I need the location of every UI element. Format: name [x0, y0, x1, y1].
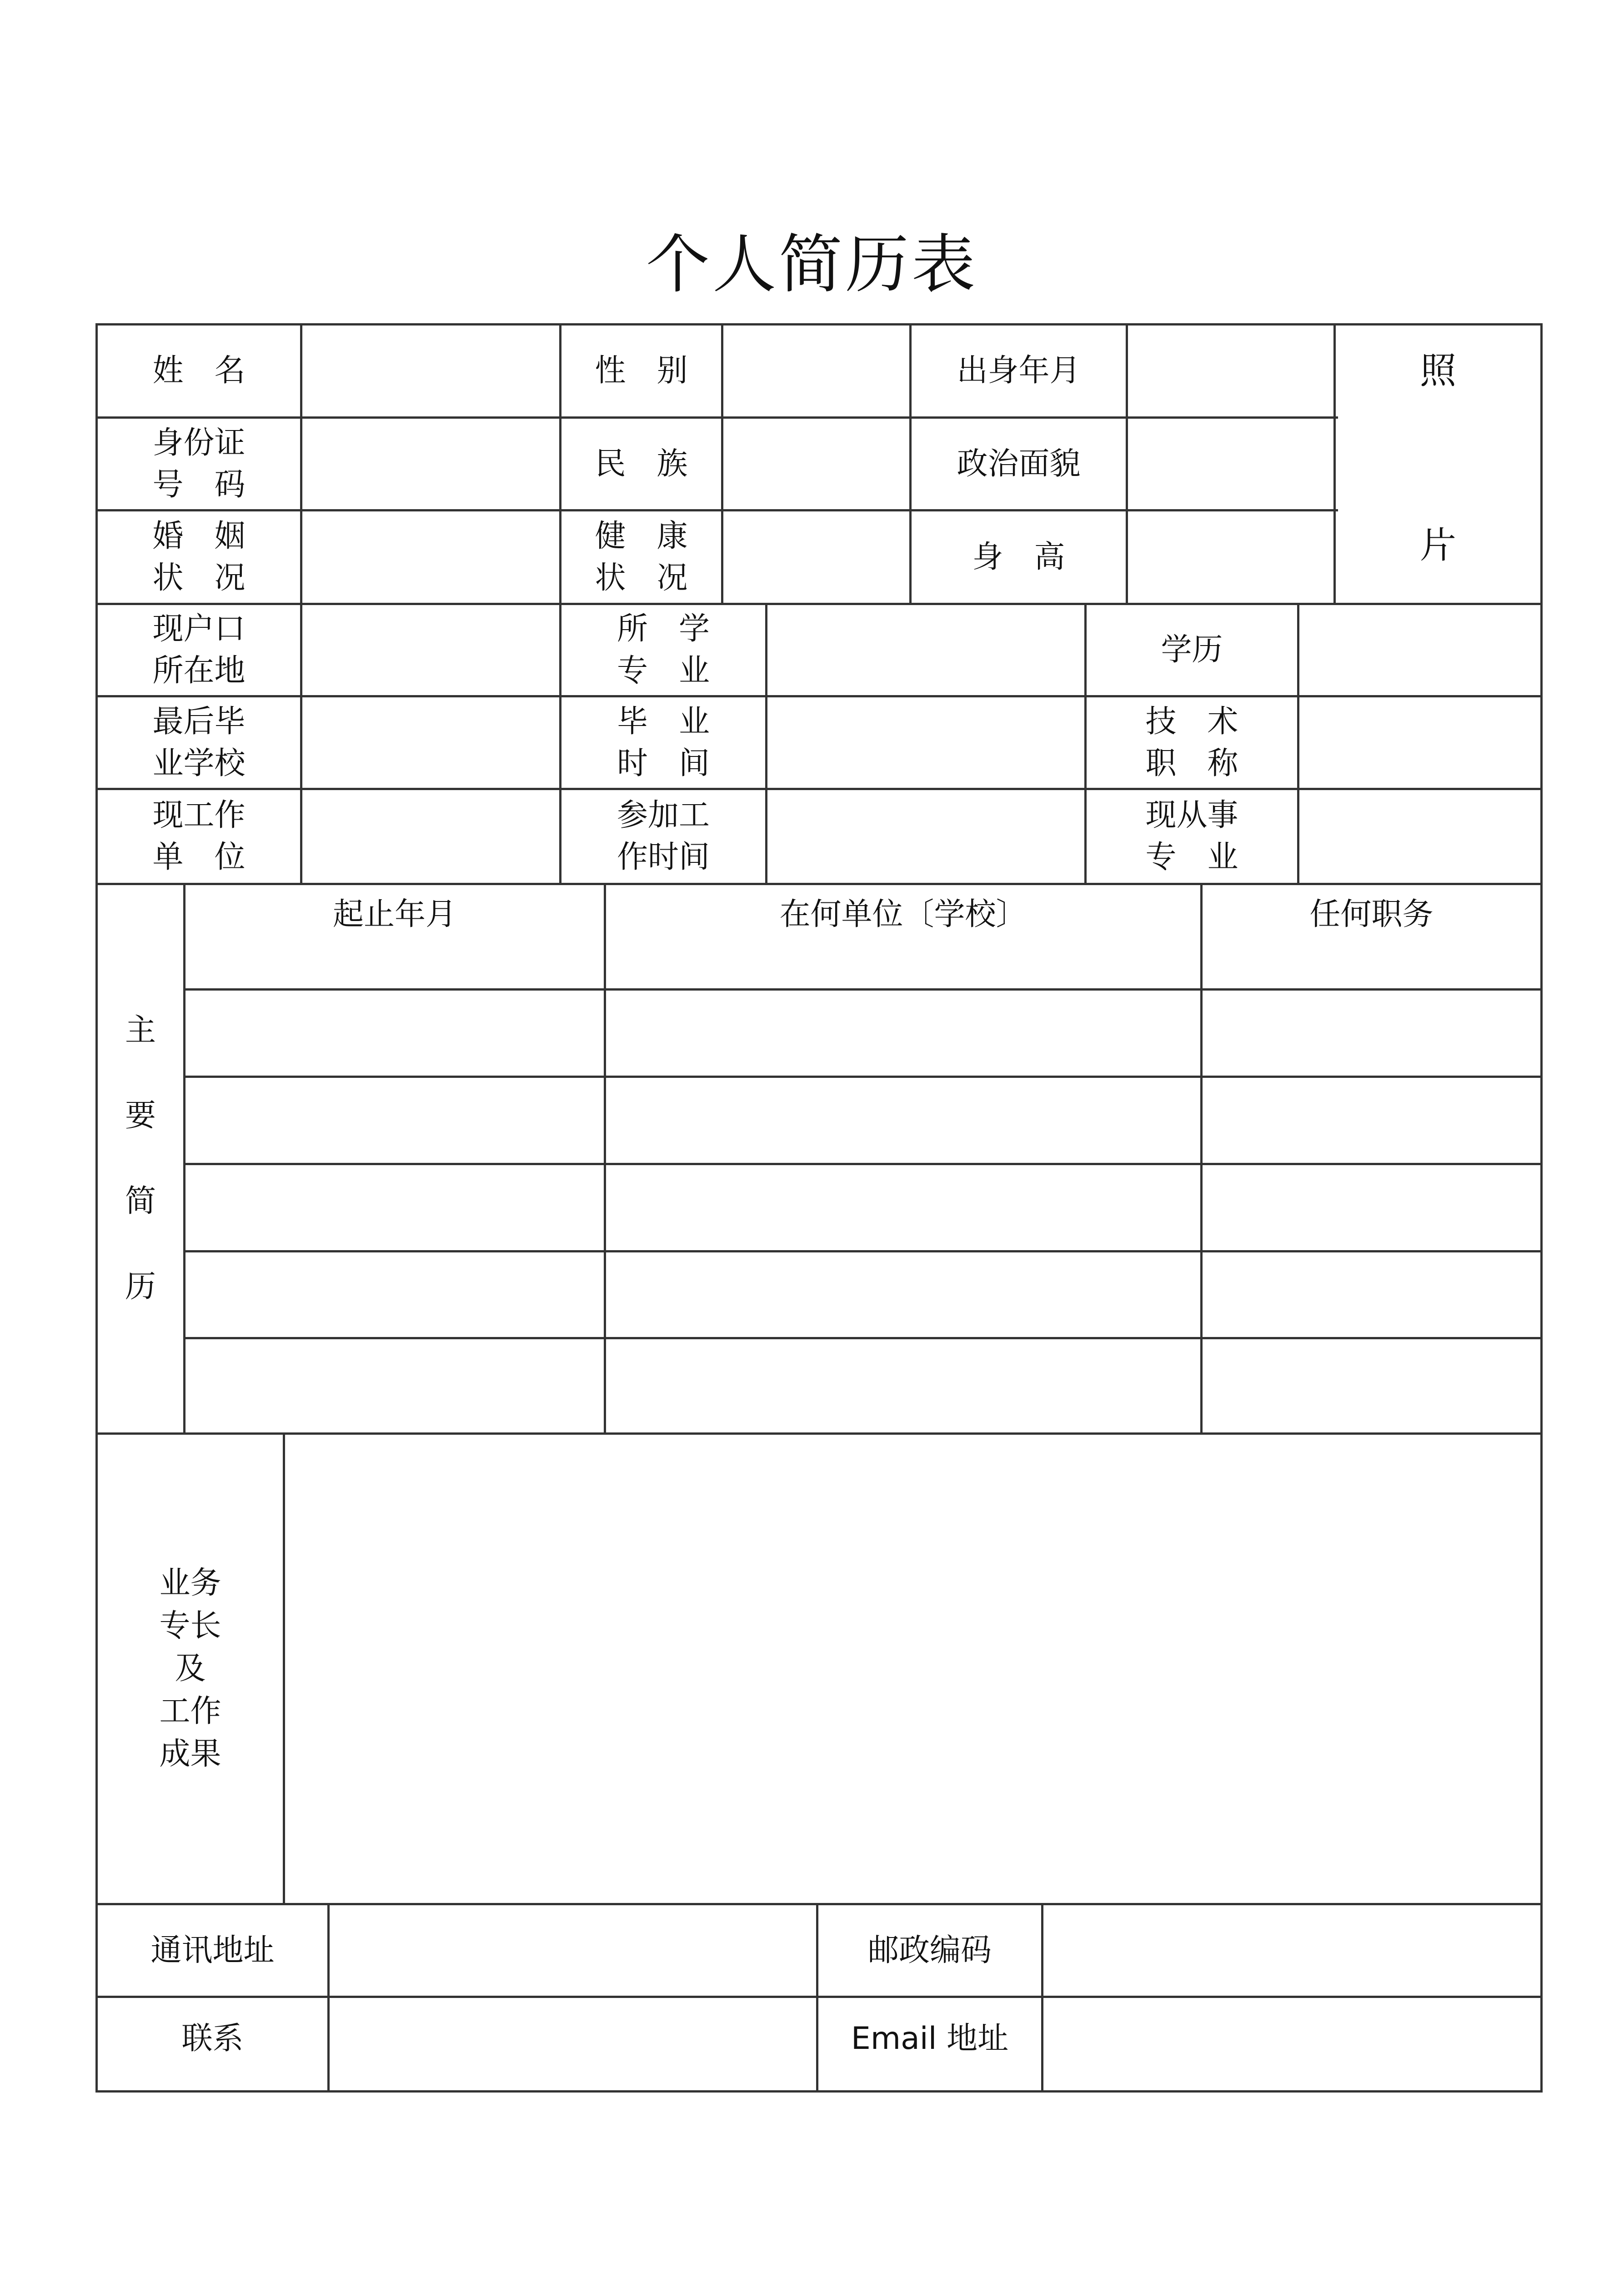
label-current-employer: 现工作 单 位 — [152, 797, 246, 875]
photo-label-bottom: 片 — [1420, 524, 1456, 566]
label-id-number: 身份证 号 码 — [152, 425, 246, 503]
row-divider — [95, 603, 1543, 605]
label-health-status: 健 康 状 况 — [595, 518, 688, 596]
label-education: 学历 — [1161, 632, 1223, 668]
label-graduation-time: 毕 业 时 间 — [617, 703, 710, 781]
resume-row-divider — [183, 1250, 1543, 1252]
label-graduated-school: 最后毕 业学校 — [152, 703, 246, 781]
col-divider — [327, 1903, 330, 2093]
label-name: 姓 名 — [152, 353, 246, 389]
resume-row-divider — [183, 1163, 1543, 1165]
resume-col-position: 任何职务 — [1309, 896, 1434, 932]
col-divider — [1200, 883, 1203, 1435]
col-divider — [1041, 1903, 1043, 2093]
col-divider — [765, 603, 767, 885]
label-gender: 性 别 — [595, 353, 688, 389]
page-title: 个人简历表 — [646, 228, 978, 302]
label-hukou-location: 现户口 所在地 — [152, 611, 246, 689]
label-political-status: 政治面貌 — [957, 446, 1081, 482]
table-border-right — [1540, 323, 1543, 2093]
photo-label-top: 照 — [1420, 350, 1456, 392]
row-divider — [95, 695, 1543, 697]
row-divider — [95, 788, 1543, 790]
col-divider — [1126, 323, 1128, 605]
label-work-start-time: 参加工 作时间 — [617, 797, 710, 875]
table-border-top — [95, 323, 1543, 325]
resume-col-unit: 在何单位〔学校〕 — [779, 896, 1027, 932]
col-divider — [183, 883, 185, 1435]
label-current-field: 现从事 专 业 — [1145, 797, 1238, 875]
label-ethnicity: 民 族 — [595, 446, 688, 482]
col-divider — [721, 323, 723, 605]
label-email-address: Email 地址 — [851, 2021, 1009, 2057]
label-technical-title: 技 术 职 称 — [1145, 703, 1238, 781]
resume-row-divider — [183, 1076, 1543, 1078]
label-major: 所 学 专 业 — [617, 611, 710, 689]
label-height: 身 高 — [972, 539, 1065, 575]
col-divider — [1297, 603, 1299, 885]
col-divider — [283, 1432, 285, 1905]
label-birth-date: 出身年月 — [957, 353, 1081, 389]
label-marital-status: 婚 姻 状 况 — [152, 518, 246, 596]
resume-side-label: 主 要 简 历 — [125, 1012, 156, 1305]
table-border-bottom — [95, 2090, 1543, 2093]
resume-row-divider — [183, 1337, 1543, 1339]
resume-col-period: 起止年月 — [332, 896, 456, 932]
col-divider — [604, 883, 606, 1435]
resume-row-divider — [183, 988, 1543, 991]
col-divider — [300, 323, 302, 885]
label-postal-code: 邮政编码 — [867, 1932, 992, 1968]
label-contact: 联系 — [181, 2021, 244, 2057]
expertise-label: 业务 专长 及 工作 成果 — [159, 1565, 221, 1772]
label-mailing-address: 通讯地址 — [150, 1932, 275, 1968]
row-divider — [95, 1432, 1543, 1435]
